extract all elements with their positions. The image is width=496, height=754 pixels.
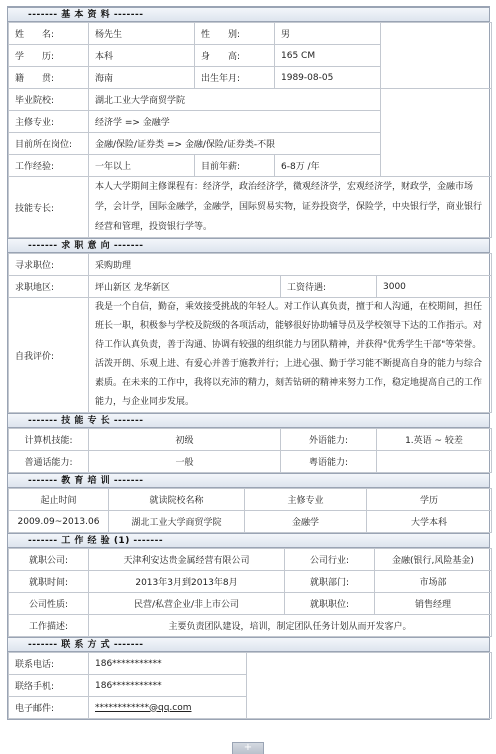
education-table [8, 488, 492, 533]
email-value: ************@qq.com [89, 697, 247, 719]
company-label: 就职公司: [9, 549, 89, 571]
job-value: 采购助理 [89, 254, 492, 276]
expand-tab-handle[interactable] [232, 742, 264, 754]
work-time-value: 2013年3月到2013年8月 [89, 571, 285, 593]
work-time-label: 就职时间: [9, 571, 89, 593]
section-skills-header: ------- 技 能 专 长 ------- [8, 413, 489, 428]
experience-value: 一年以上 [89, 155, 195, 177]
company-value: 天津利安达贵金属经营有限公司 [89, 549, 285, 571]
self-eval-value: 我是一个自信，勤奋，乘效接受挑战的年轻人。对工作认真负责，擅于和人沟通，在校期间，担任班长一职，积极参与学校及院级的各项活动，能够很好协助辅导员及学校领导下达的工作指示。对待工作认真负责，善于沟通、协调有较强的组织能力与团队精神，并获得"优秀学生干部"等荣誉。活泼开朗、乐观上进、有爱心并善于施教并行；上进心强、勤于学习能不断提高自身的能力与综合素质。在未来的工作中，我将以充沛的精力，刻苦钻研的精神来努力工作，稳定地提高自己的工作能力，与企业同步发展。 [89, 298, 492, 413]
work-desc-value: 主要负责团队建设，培训，制定团队任务计划从而开发客户。 [89, 615, 492, 637]
cantonese-value [377, 451, 492, 473]
edu-header-school: 就读院校名称 [109, 489, 245, 511]
dept-value: 市场部 [375, 571, 492, 593]
origin-value: 海南 [89, 67, 195, 89]
section-intent-header: ------- 求 职 意 向 ------- [8, 238, 489, 253]
skills-table [8, 428, 492, 473]
origin-label: 籍 贯: [9, 67, 89, 89]
title-value: 销售经理 [375, 593, 492, 615]
cantonese-label: 粤语能力: [281, 451, 377, 473]
salary-value: 6-8万 /年 [275, 155, 381, 177]
school-label: 毕业院校: [9, 89, 89, 111]
blank-side-area [381, 89, 492, 177]
birth-value: 1989-08-05 [275, 67, 381, 89]
gender-value: 男 [275, 23, 381, 45]
birth-label: 出生年月: [195, 67, 275, 89]
mandarin-label: 普通话能力: [9, 451, 89, 473]
salary-label: 目前年薪: [195, 155, 275, 177]
mobile-label: 联络手机: [9, 675, 89, 697]
self-eval-label: 自我评价: [9, 298, 89, 413]
contact-blank-area [247, 653, 492, 719]
intent-table [8, 253, 492, 413]
foreign-label: 外语能力: [281, 429, 377, 451]
computer-label: 计算机技能: [9, 429, 89, 451]
edu-header-major: 主修专业 [245, 489, 367, 511]
education-label: 学 历: [9, 45, 89, 67]
photo-area [381, 23, 492, 89]
height-label: 身 高: [195, 45, 275, 67]
basic-info-table [8, 22, 492, 238]
pay-value: 3000 [377, 276, 492, 298]
edu-period: 2009.09~2013.06 [9, 511, 109, 533]
name-label: 姓 名: [9, 23, 89, 45]
section-contact-header: ------- 联 系 方 式 ------- [8, 637, 489, 652]
email-label: 电子邮件: [9, 697, 89, 719]
dept-label: 就职部门: [285, 571, 375, 593]
work-table [8, 548, 492, 637]
skill-value: 本人大学期间主修课程有：经济学，政治经济学，微观经济学，宏观经济学，财政学，金融市场学，会计学，国际金融学，金融学，国际贸易实物，证券投资学，保险学，中央银行学，商业银行经营和管理，投资银行学等。 [89, 177, 492, 238]
industry-label: 公司行业: [285, 549, 375, 571]
position-value: 金融/保险/证券类 => 金融/保险/证券类-不限 [89, 133, 381, 155]
area-label: 求职地区: [9, 276, 89, 298]
name-value: 杨先生 [89, 23, 195, 45]
section-work-header: ------- 工 作 经 验 (1) ------- [8, 533, 489, 548]
edu-major: 金融学 [245, 511, 367, 533]
nature-label: 公司性质: [9, 593, 89, 615]
edu-header-period: 起止时间 [9, 489, 109, 511]
education-value: 本科 [89, 45, 195, 67]
height-value: 165 CM [275, 45, 381, 67]
section-basic-header: ------- 基 本 资 料 ------- [8, 7, 489, 22]
major-label: 主修专业: [9, 111, 89, 133]
experience-label: 工作经验: [9, 155, 89, 177]
nature-value: 民营/私营企业/非上市公司 [89, 593, 285, 615]
tel-value: 186*********** [89, 653, 247, 675]
mobile-value: 186*********** [89, 675, 247, 697]
job-label: 寻求职位: [9, 254, 89, 276]
resume-document [7, 6, 490, 720]
area-value: 坪山新区 龙华新区 [89, 276, 281, 298]
industry-value: 金融(银行,风险基金) [375, 549, 492, 571]
major-value: 经济学 => 金融学 [89, 111, 381, 133]
tel-label: 联系电话: [9, 653, 89, 675]
edu-degree: 大学本科 [367, 511, 492, 533]
edu-school: 湖北工业大学商贸学院 [109, 511, 245, 533]
school-value: 湖北工业大学商贸学院 [89, 89, 381, 111]
edu-header-degree: 学历 [367, 489, 492, 511]
computer-value: 初级 [89, 429, 281, 451]
skill-label: 技能专长: [9, 177, 89, 238]
title-label: 就职职位: [285, 593, 375, 615]
position-label: 目前所在岗位: [9, 133, 89, 155]
gender-label: 性 别: [195, 23, 275, 45]
contact-table [8, 652, 492, 719]
pay-label: 工资待遇: [281, 276, 377, 298]
section-education-header: ------- 教 育 培 训 ------- [8, 473, 489, 488]
foreign-value: 1.英语 ~ 较差 [377, 429, 492, 451]
work-desc-label: 工作描述: [9, 615, 89, 637]
plus-icon: + [243, 742, 253, 753]
mandarin-value: 一般 [89, 451, 281, 473]
